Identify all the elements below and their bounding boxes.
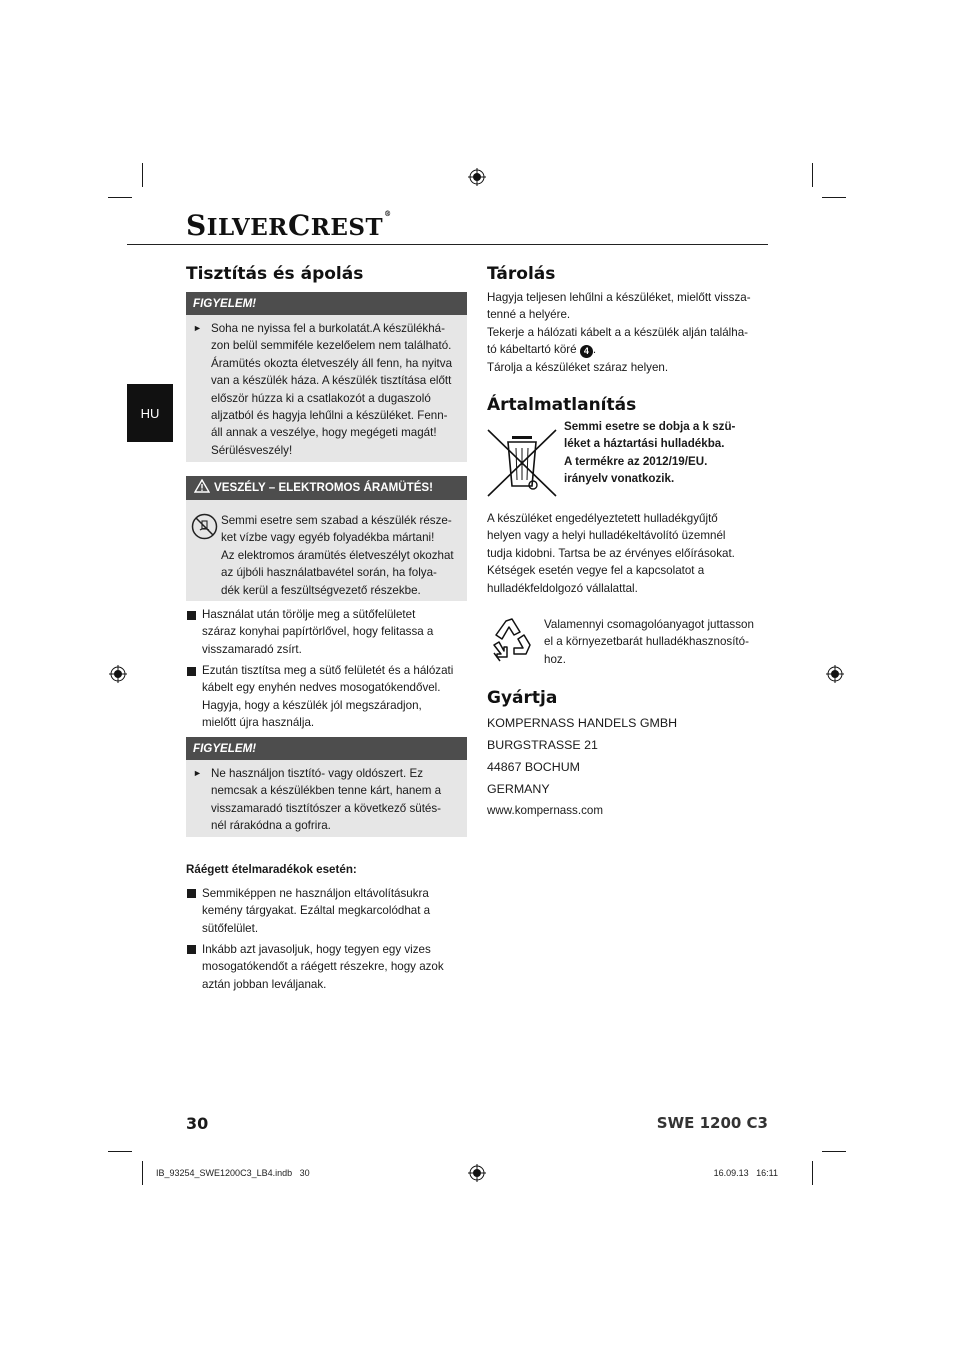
crop-mark: [108, 1151, 132, 1152]
bullet-item: Használat után törölje meg a sütőfelületet száraz konyhai papírtörlővel, hogy felitassa a visszamaradó zsírt.: [202, 608, 434, 656]
crop-mark: [822, 1151, 846, 1152]
arrow-icon: ►: [193, 768, 202, 778]
storage-heading: Tárolás: [487, 264, 556, 284]
manufacturer-address: KOMPERNASS HANDELS GMBH BURGSTRASSE 21 44867 BOCHUM GERMANY www.kompernass.com: [487, 712, 677, 822]
bullet-square-icon: [187, 667, 196, 676]
bullet-square-icon: [187, 945, 196, 954]
storage-text: Hagyja teljesen lehűlni a készüléket, mielőtt vissza- tenné a helyére. Tekerje a hálózati kábelt a a készülék alján találha- tó kábeltartó köré 4 . Tárolja a készüléket száraz helyen.: [487, 291, 751, 374]
danger-text: Semmi esetre sem szabad a készülék része- ket vízbe vagy egyéb folyadékba mártani! Az elektromos áramütés életveszélyt okozhat az újbóli használatbavétel során, ha folya- dék kerül a feszültségvezető részekbe.: [221, 514, 454, 597]
page-number: 30: [186, 1114, 209, 1133]
registration-mark-icon: [826, 665, 844, 683]
recycle-icon: [486, 615, 538, 667]
crop-mark: [822, 197, 846, 198]
crop-mark: [812, 1161, 813, 1185]
bullet-item: Ezután tisztítsa meg a sütő felületét és a hálózati kábelt egy enyhén nedves mosogatókendővel. Hagyja, hogy a készülék jól megszáradjon, mielőtt újra használja.: [202, 664, 454, 730]
danger-label-bar: [186, 476, 467, 500]
print-slug-file: IB_93254_SWE1200C3_LB4.indb 30: [156, 1168, 310, 1178]
language-tab: HU: [127, 384, 173, 442]
warning-triangle-icon: [194, 479, 210, 493]
disposal-warning: Semmi esetre se dobja a k szü- léket a háztartási hulladékba. A termékre az 2012/19/EU. irányelv vonatkozik.: [564, 420, 736, 486]
crop-mark: [142, 163, 143, 187]
disposal-heading: Ártalmatlanítás: [487, 395, 637, 415]
brand-logo: SILVERCREST®: [186, 209, 392, 242]
manufacturer-url[interactable]: www.kompernass.com: [487, 804, 603, 817]
registration-mark-icon: [109, 665, 127, 683]
print-slug-date: 16.09.13 16:11: [713, 1168, 778, 1178]
bullet-item: Semmiképpen ne használjon eltávolításukra kemény tárgyakat. Ezáltal megkarcolódhat a sütőfelület.: [202, 887, 431, 935]
bullet-square-icon: [187, 889, 196, 898]
bullet-square-icon: [187, 611, 196, 620]
reference-number-badge: 4: [580, 345, 593, 358]
no-water-icon: [191, 513, 218, 540]
manufacturer-heading: Gyártja: [487, 688, 558, 708]
disposal-text: A készüléket engedélyeztetett hulladékgyűjtő helyen vagy a helyi hulladékeltávolító üzemnél tudja kidobni. Tartsa be az érvényes előírásokat. Kétségek esetén vegye fel a kapcsolatot a hulladékfeldolgozó vállalattal.: [487, 512, 735, 595]
arrow-icon: ►: [193, 323, 202, 333]
notice-label: FIGYELEM!: [186, 737, 467, 760]
notice-label: FIGYELEM!: [186, 292, 467, 315]
crossed-bin-icon: [486, 428, 558, 498]
cleaning-heading: Tisztítás és ápolás: [186, 264, 364, 284]
header-rule: [127, 244, 768, 245]
model-number: SWE 1200 C3: [656, 1114, 768, 1132]
burnt-residue-heading: Ráégett ételmaradékok esetén:: [186, 863, 357, 876]
crop-mark: [108, 197, 132, 198]
notice-text: Soha ne nyissa fel a burkolatát.A készülékhá- zon belül semmiféle kezelőelem nem található. Áramütés okozta életveszély áll fenn, ha nyitva van a készülék háza. A készülék tisztítása előtt először húzza ki a csatlakozót a dugaszoló aljzatból és hagyja lehűlni a készüléket. Fenn- áll annak a veszélye, hogy megégeti magát! Sérülésveszély!: [211, 322, 453, 457]
registration-mark-icon: [468, 168, 486, 186]
danger-label: VESZÉLY – ELEKTROMOS ÁRAMÜTÉS!: [214, 481, 434, 494]
crop-mark: [812, 163, 813, 187]
bullet-item: Inkább azt javasoljuk, hogy tegyen egy vizes mosogatókendőt a ráégett részekre, hogy azok aztán jobban leváljanak.: [202, 943, 444, 991]
notice-text: Ne használjon tisztító- vagy oldószert. Ez nemcsak a készülékben tenne kárt, hanem a visszamaradó tisztítószer a következő sütés- nél rárakódna a gofrira.: [211, 767, 442, 833]
crop-mark: [142, 1161, 143, 1185]
recycle-text: Valamennyi csomagolóanyagot juttasson el a környezetbarát hulladékhasznosító- hoz.: [544, 618, 754, 666]
registration-mark-icon: [468, 1164, 486, 1182]
